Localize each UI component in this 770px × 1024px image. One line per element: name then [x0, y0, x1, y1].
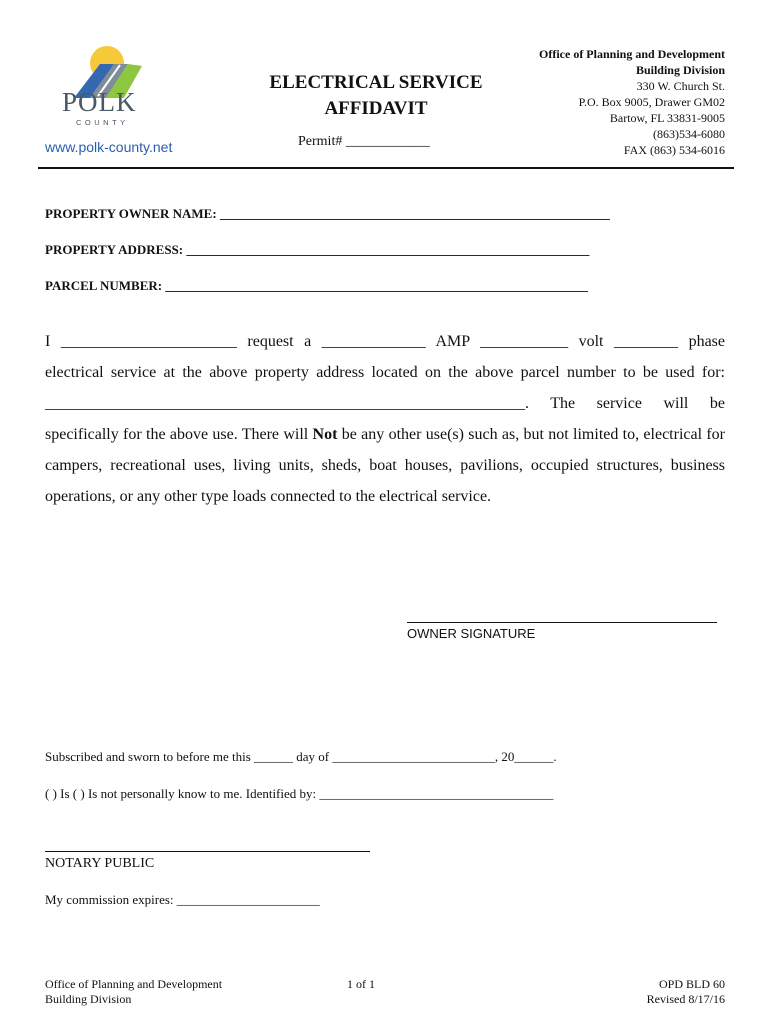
- logo-wordmark: POLK: [62, 87, 137, 117]
- commission-expires-field: My commission expires: ______________________: [45, 892, 320, 907]
- not-emphasis: Not: [312, 426, 338, 443]
- form-number: OPD BLD 60: [658, 977, 725, 991]
- title-line-1: ELECTRICAL SERVICE: [269, 72, 483, 93]
- office-address: [539, 46, 725, 158]
- body-part-1: I ______________________ request a _____________ AMP ___________ volt ________ phase electrical service at the above property address located on the above parcel number to be used for: ____________________________________________________________. The service will be specifically for the above use. There will: [45, 333, 725, 443]
- property-owner-name-field: PROPERTY OWNER NAME: ____________________________________________________________: [45, 206, 610, 221]
- header-divider: [38, 167, 734, 169]
- office-city: Bartow, FL 33831-9005: [609, 111, 725, 125]
- notary-public-label: NOTARY PUBLIC: [45, 856, 155, 871]
- affidavit-paragraph: [45, 326, 725, 512]
- office-phone: (863)534-6080: [653, 127, 725, 141]
- office-pobox: P.O. Box 9005, Drawer GM02: [578, 95, 725, 109]
- footer-office: Office of Planning and Development: [45, 977, 223, 991]
- owner-signature-label: OWNER SIGNATURE: [407, 626, 536, 641]
- property-address-field: PROPERTY ADDRESS: ______________________________________________________________: [45, 242, 590, 257]
- document-title: [240, 70, 512, 122]
- sworn-statement: Subscribed and sworn to before me this ______ day of _________________________, 20______.: [45, 749, 557, 764]
- title-line-2: AFFIDAVIT: [324, 98, 428, 119]
- permit-field: Permit# ____________: [298, 134, 430, 149]
- office-name: Office of Planning and Development: [539, 47, 725, 61]
- office-street: 330 W. Church St.: [636, 79, 725, 93]
- page-number: 1 of 1: [347, 977, 375, 991]
- office-division: Building Division: [635, 63, 725, 77]
- footer-division: Building Division: [45, 992, 132, 1006]
- body-part-2: be any other use(s) such as, but not limited to, electrical for campers, recreational uses, living units, sheds, boat houses, pavilions, occupied structures, business operations, or any other type loads connected to the electrical service.: [45, 426, 726, 505]
- affidavit-body: [45, 326, 725, 512]
- notary-signature-line: [45, 851, 370, 852]
- revision-date: Revised 8/17/16: [646, 992, 725, 1006]
- logo-subtitle: COUNTY: [76, 118, 129, 127]
- footer-left: [45, 977, 222, 1007]
- office-fax: FAX (863) 534-6016: [623, 143, 725, 157]
- owner-signature-line: [407, 622, 717, 623]
- website-link[interactable]: www.polk-county.net: [45, 139, 173, 155]
- footer-right: [647, 977, 725, 1007]
- identification-statement: ( ) Is ( ) Is not personally know to me. Identified by: ____________________________________: [45, 786, 554, 801]
- parcel-number-field: PARCEL NUMBER: _________________________________________________________________: [45, 278, 588, 293]
